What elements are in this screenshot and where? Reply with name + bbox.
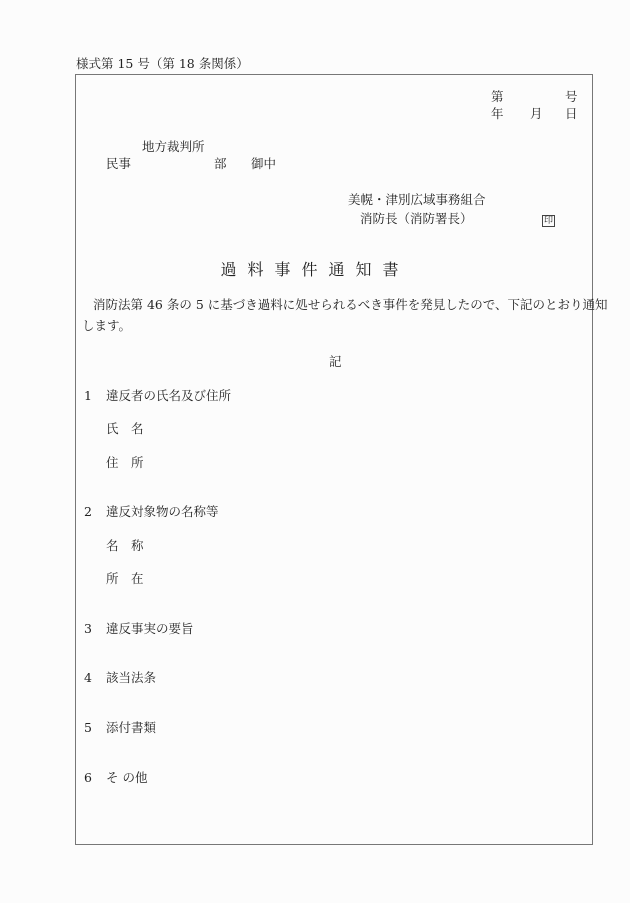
item-label: 違反者の氏名及び住所 [106, 388, 232, 403]
body-text-line1: 消防法第 46 条の 5 に基づき過料に処せられるべき事件を発見したので、下記のとおり通知 [93, 297, 608, 312]
item-label: 該当法条 [106, 670, 157, 685]
ki-label: 記 [329, 354, 342, 369]
year-label: 年 [491, 106, 504, 121]
item-sub-label: 所 在 [106, 571, 144, 586]
number-prefix: 第 [491, 89, 504, 104]
court-name: 地方裁判所 [142, 139, 205, 154]
number-suffix: 号 [565, 89, 578, 104]
item-label: そ の他 [106, 770, 148, 785]
item-number: 4 [84, 670, 92, 685]
document-title: 過料事件通知書 [220, 260, 410, 279]
item-sub-label: 氏 名 [106, 421, 144, 436]
division-prefix: 民事 [106, 156, 132, 171]
day-label: 日 [565, 106, 578, 121]
month-label: 月 [530, 106, 543, 121]
item-number: 1 [84, 388, 92, 403]
honorific: 御中 [251, 156, 277, 171]
item-number: 3 [84, 621, 92, 636]
body-text-line2: します。 [82, 318, 132, 333]
sender-organization: 美幌・津別広域事務組合 [348, 192, 486, 207]
item-label: 違反事実の要旨 [106, 621, 194, 636]
sender-title: 消防長（消防署長） [360, 211, 473, 226]
item-label: 違反対象物の名称等 [106, 504, 219, 519]
item-sub-label: 住 所 [106, 455, 144, 470]
division-suffix: 部 [214, 156, 227, 171]
item-sub-label: 名 称 [106, 538, 144, 553]
item-label: 添付書類 [106, 720, 157, 735]
form-number-label: 様式第 15 号（第 18 条関係） [76, 56, 249, 71]
item-number: 5 [84, 720, 92, 735]
seal-mark: 印 [544, 216, 554, 226]
item-number: 6 [84, 770, 92, 785]
item-number: 2 [84, 504, 92, 519]
